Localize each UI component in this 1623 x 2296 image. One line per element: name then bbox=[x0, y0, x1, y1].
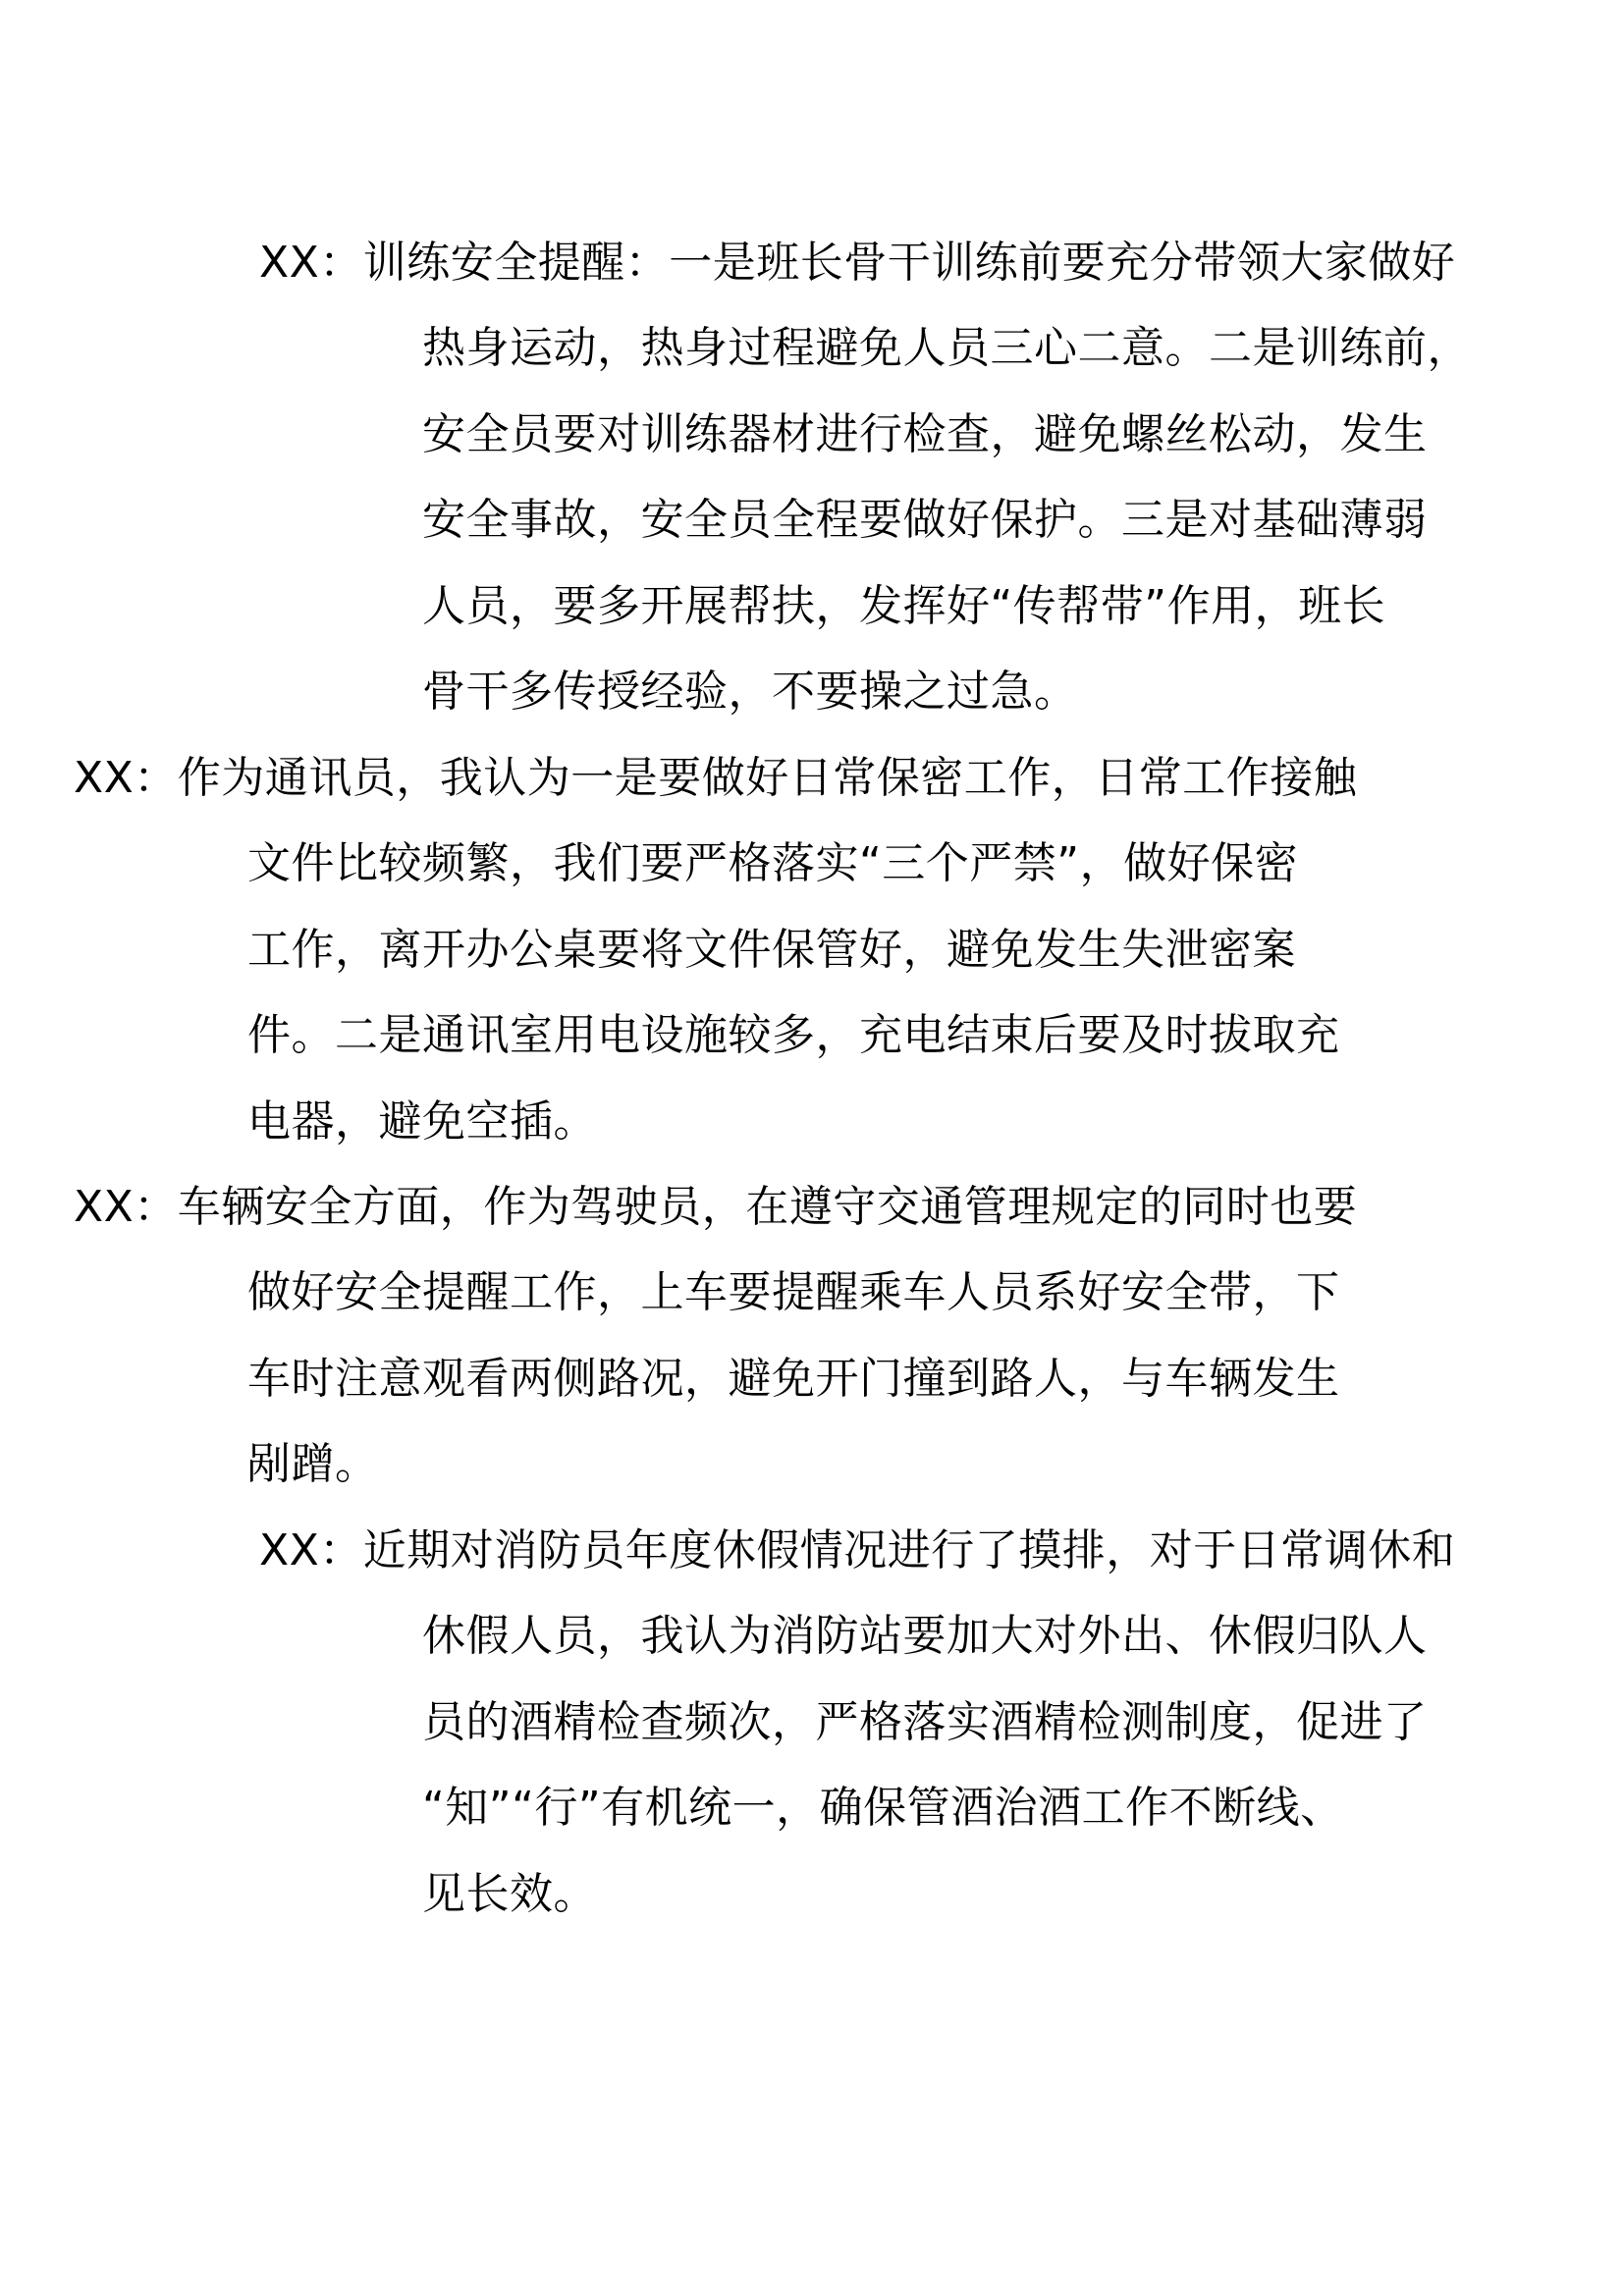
text-line: 电器，避免空插。 bbox=[247, 1096, 597, 1147]
text-line: 安全事故，安全员全程要做好保护。三是对基础薄弱 bbox=[422, 495, 1428, 545]
text-line: 骨干多传授经验，不要操之过急。 bbox=[422, 667, 1078, 717]
text-line: XX：训练安全提醒：一是班长骨干训练前要充分带领大家做好 bbox=[259, 238, 1456, 288]
text-line: 安全员要对训练器材进行检查，避免螺丝松动，发生 bbox=[422, 409, 1428, 459]
text-line: 热身运动，热身过程避免人员三心二意。二是训练前， bbox=[422, 323, 1471, 373]
text-line: 人员，要多开展帮扶，发挥好“传帮带”作用，班长 bbox=[422, 581, 1386, 631]
text-line: 工作，离开办公桌要将文件保管好，避免发生失泄密案 bbox=[247, 925, 1296, 975]
text-line: 车时注意观看两侧路况，避免开门撞到路人，与车辆发生 bbox=[247, 1354, 1340, 1404]
text-line: 见长效。 bbox=[422, 1869, 597, 1919]
text-line: XX：车辆安全方面，作为驾驶员，在遵守交通管理规定的同时也要 bbox=[74, 1182, 1358, 1232]
text-line: 休假人员，我认为消防站要加大对外出、休假归队人 bbox=[422, 1611, 1428, 1661]
text-line: 做好安全提醒工作，上车要提醒乘车人员系好安全带，下 bbox=[247, 1267, 1340, 1317]
text-line: 员的酒精检查频次，严格落实酒精检测制度，促进了 bbox=[422, 1697, 1428, 1747]
text-line: “知”“行”有机统一，确保管酒治酒工作不断线、 bbox=[422, 1783, 1344, 1833]
text-line: 剐蹭。 bbox=[247, 1439, 379, 1489]
text-line: 文件比较频繁，我们要严格落实“三个严禁”，做好保密 bbox=[247, 838, 1299, 888]
text-line: XX：近期对消防员年度休假情况进行了摸排，对于日常调休和 bbox=[259, 1525, 1456, 1575]
text-line: 件。二是通讯室用电设施较多，充电结束后要及时拔取充 bbox=[247, 1010, 1340, 1060]
text-line: XX：作为通讯员，我认为一是要做好日常保密工作，日常工作接触 bbox=[74, 753, 1358, 803]
